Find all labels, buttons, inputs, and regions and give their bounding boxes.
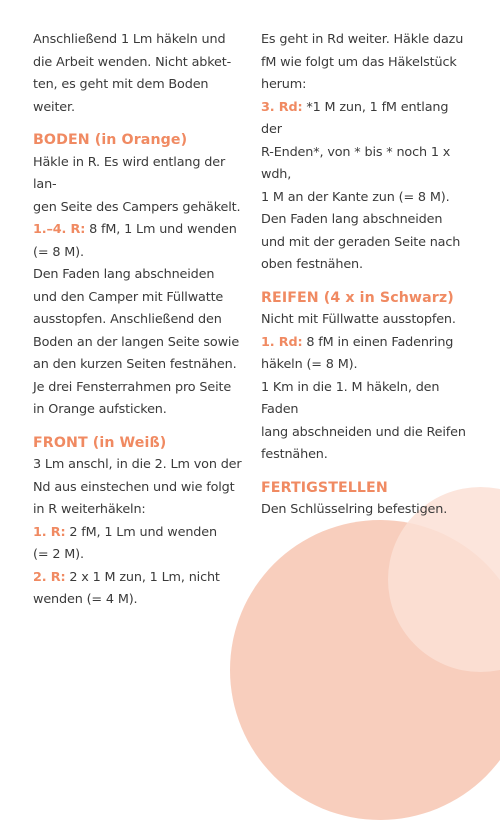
section-heading-front: FRONT (in Weiß) [33,434,167,451]
section-heading-boden: BODEN (in Orange) [33,132,188,148]
section-heading-fertigstellen: FERTIGSTELLEN [261,479,388,496]
text-line: wenden (= 4 M). [33,592,138,607]
text-line: (= 2 M). [33,547,84,562]
intro-line: Anschließend 1 Lm häkeln und [33,32,226,47]
text-line: Nd aus einstechen und wie folgt [33,479,235,495]
intro-line: ten, es geht mit dem Boden weiter. [33,77,209,115]
row-instruction [261,97,469,142]
row-label: 3. Rd: [261,99,303,115]
text-line: Nicht mit Füllwatte ausstopfen. [261,312,456,327]
text-line: Boden an der langen Seite sowie [33,334,240,350]
text-line: und den Camper mit Füllwatte [33,289,224,305]
row-instruction [33,219,243,242]
text-line: Häkle in R. Es wird entlang der lan- [33,154,226,192]
text-line: (= 8 M). [33,244,84,260]
row-label: 1.–4. R: [33,222,86,237]
text-line: R-Enden*, von * bis * noch 1 x wdh, [261,144,451,182]
row-text: 8 fM, 1 Lm und wenden [85,222,237,237]
row-text: 8 fM in einen Fadenring [302,334,454,350]
section-heading-reifen: REIFEN (4 x in Schwarz) [261,289,454,306]
text-line: ausstopfen. Anschließend den [33,312,222,327]
intro-line: Es geht in Rd weiter. Häkle dazu [261,32,464,47]
row-instruction [33,567,243,590]
text-line: lang abschneiden und die Reifen [261,424,466,440]
row-label: 1. R: [33,524,66,540]
row-instruction [261,332,469,355]
text-line: 1 Km in die 1. M häkeln, den Faden [261,379,440,417]
row-text: 2 x 1 M zun, 1 Lm, nicht [65,569,220,585]
row-instruction [33,522,243,545]
text-line: Den Faden lang abschneiden [33,267,215,282]
text-line: und mit der geraden Seite nach [261,234,461,250]
intro-line: herum: [261,77,307,92]
text-line: häkeln (= 8 M). [261,357,358,372]
text-line: 1 M an der Kante zun (= 8 M). [261,189,450,205]
intro-line: fM wie folgt um das Häkelstück [261,54,457,70]
text-line: 3 Lm anschl, in die 2. Lm von der [33,457,242,472]
row-label: 2. R: [33,569,66,585]
text-line: Je drei Fensterrahmen pro Seite [33,379,232,395]
text-line: in Orange aufsticken. [33,402,167,417]
text-line: oben festnähen. [261,257,363,272]
text-line: an den kurzen Seiten festnähen. [33,357,237,372]
text-line: gen Seite des Campers gehäkelt. [33,199,241,215]
text-line: festnähen. [261,447,328,462]
row-text: *1 M zun, 1 fM entlang der [261,99,449,137]
intro-line: die Arbeit wenden. Nicht abket- [33,54,232,70]
row-text: 2 fM, 1 Lm und wenden [65,524,217,540]
row-label: 1. Rd: [261,334,303,350]
text-line: in R weiterhäkeln: [33,502,146,517]
text-line: Den Faden lang abschneiden [261,212,443,227]
left-column [33,29,243,612]
text-line: Den Schlüsselring befestigen. [261,502,448,517]
right-column [261,29,469,522]
